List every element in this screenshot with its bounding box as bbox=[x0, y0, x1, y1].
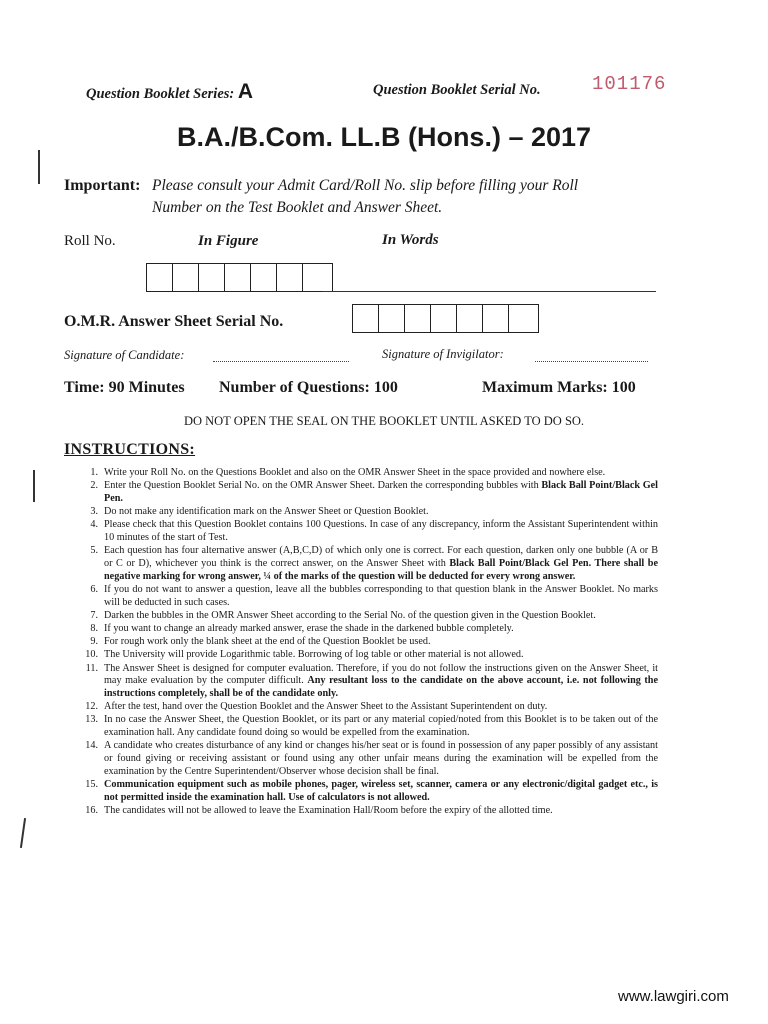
invigilator-signature-line[interactable] bbox=[535, 361, 648, 362]
instruction-item: 1. Write your Roll No. on the Questions Booklet and also on the OMR Answer Sheet in the space provided and nowhere else. bbox=[90, 467, 606, 478]
omr-digit-box[interactable] bbox=[482, 304, 509, 333]
instruction-item: 13. In no case the Answer Sheet, the Question Booklet, or its part or any material copied/noted from this Booklet is to be taken out of the examination hall. Any candidate found doing so would be expelled from the examination. bbox=[85, 714, 658, 739]
invigilator-signature-label: Signature of Invigilator: bbox=[382, 347, 504, 361]
booklet-series-label: Question Booklet Series: bbox=[86, 86, 235, 102]
roll-number-boxes[interactable] bbox=[146, 263, 332, 292]
omr-serial-boxes[interactable] bbox=[352, 304, 538, 333]
candidate-signature-label: Signature of Candidate: bbox=[64, 348, 185, 362]
roll-digit-box[interactable] bbox=[250, 263, 277, 292]
instruction-item: 9. For rough work only the blank sheet at the end of the Question Booklet be used. bbox=[90, 636, 431, 648]
omr-serial-label: O.M.R. Answer Sheet Serial No. bbox=[64, 313, 284, 330]
instruction-item: 4. Please check that this Question Booklet contains 100 Questions. In case of any discrepancy, inform the Assistant Superintendent within 10 minutes of the start of Test. bbox=[90, 519, 658, 544]
omr-digit-box[interactable] bbox=[508, 304, 539, 333]
instructions-list bbox=[78, 467, 658, 818]
instruction-item: 5. Each question has four alternative answer (A,B,C,D) of which only one is correct. For each question, darken only one bubble (A or B or C or D), whichever you think is the correct answer, on the Answer Sheet with Black Ball Point/Black Gel Pen. There shall be negative marking for wrong answer, ¼ of the marks of the question will be deducted for every wrong answer. bbox=[90, 545, 658, 582]
exam-time: Time: 90 Minutes bbox=[64, 379, 185, 396]
roll-digit-box[interactable] bbox=[146, 263, 173, 292]
instruction-item: 6. If you do not want to answer a question, leave all the bubbles corresponding to that question blank in the Answer Booklet. No marks will be deducted in such cases. bbox=[90, 583, 658, 608]
exam-title: B.A./B.Com. LL.B (Hons.) – 2017 bbox=[176, 122, 592, 152]
roll-digit-box[interactable] bbox=[198, 263, 225, 292]
seal-notice: DO NOT OPEN THE SEAL ON THE BOOKLET UNTIL ASKED TO DO SO. bbox=[183, 414, 585, 428]
website-watermark[interactable]: www.lawgiri.com bbox=[618, 988, 729, 1005]
roll-no-label: Roll No. bbox=[64, 233, 116, 249]
roll-in-words-label: In Words bbox=[382, 232, 439, 248]
margin-mark bbox=[33, 470, 35, 502]
booklet-series bbox=[86, 80, 253, 104]
instruction-item: 12. After the test, hand over the Question Booklet and the Answer Sheet to the Assistant Superintendent on duty. bbox=[85, 701, 548, 713]
instruction-item: 8. If you want to change an already marked answer, erase the shade in the darkened bubble completely. bbox=[90, 622, 514, 634]
omr-digit-box[interactable] bbox=[378, 304, 405, 333]
important-label: Important: bbox=[64, 177, 141, 194]
important-note bbox=[152, 175, 672, 219]
booklet-series-value: A bbox=[237, 80, 254, 103]
margin-mark bbox=[38, 150, 40, 184]
instruction-item: 11. The Answer Sheet is designed for computer evaluation. Therefore, if you do not follow the instructions given on the Answer Sheet, it may make evaluation by the computer difficult. Any resultant loss to the candidate on the above account, i.e. not following the instructions completely, shall be of the candidate only. bbox=[85, 662, 658, 699]
booklet-serial-number: 101176 bbox=[592, 73, 667, 95]
candidate-signature-line[interactable] bbox=[213, 361, 349, 362]
omr-digit-box[interactable] bbox=[352, 304, 379, 333]
instruction-item: 15. Communication equipment such as mobile phones, pager, wireless set, scanner, camera or any electronic/digital gadget etc., is not permitted inside the examination hall. Use of calculators is not allowed. bbox=[85, 778, 658, 803]
instruction-item: 7. Darken the bubbles in the OMR Answer Sheet according to the Serial No. of the question given in the Question Booklet. bbox=[90, 609, 596, 621]
omr-digit-box[interactable] bbox=[430, 304, 457, 333]
roll-in-words-line[interactable] bbox=[322, 291, 656, 292]
roll-digit-box[interactable] bbox=[224, 263, 251, 292]
roll-in-figure-label: In Figure bbox=[198, 233, 259, 249]
roll-digit-box[interactable] bbox=[276, 263, 303, 292]
instruction-item: 16. The candidates will not be allowed to leave the Examination Hall/Room before the expiry of the allotted time. bbox=[85, 804, 553, 816]
instructions-heading: INSTRUCTIONS: bbox=[64, 441, 196, 458]
important-line-1: Please consult your Admit Card/Roll No. slip before filling your Roll bbox=[152, 177, 579, 194]
omr-digit-box[interactable] bbox=[456, 304, 483, 333]
margin-mark bbox=[20, 818, 26, 848]
number-of-questions: Number of Questions: 100 bbox=[219, 379, 398, 396]
booklet-serial-label: Question Booklet Serial No. bbox=[373, 82, 541, 98]
instruction-item: 14. A candidate who creates disturbance of any kind or changes his/her seat or is found in possession of any paper possibly of any assistant or found giving or receiving assistant or found using any other unfair means during the examination will be expelled from the examination by the Centre Superintendent/Observer whose decision shall be final. bbox=[85, 740, 658, 777]
instruction-item: 2. Enter the Question Booklet Serial No. on the OMR Answer Sheet. Darken the corresponding bubbles with Black Ball Point/Black Gel Pen. bbox=[90, 480, 658, 504]
instruction-item: 3. Do not make any identification mark on the Answer Sheet or Question Booklet. bbox=[90, 506, 429, 518]
omr-digit-box[interactable] bbox=[404, 304, 431, 333]
roll-digit-box[interactable] bbox=[172, 263, 199, 292]
roll-digit-box[interactable] bbox=[302, 263, 333, 292]
important-line-2: Number on the Test Booklet and Answer Sheet. bbox=[152, 199, 443, 216]
instruction-item: 10. The University will provide Logarithmic table. Borrowing of log table or other material is not allowed. bbox=[85, 649, 524, 661]
maximum-marks: Maximum Marks: 100 bbox=[482, 379, 636, 396]
